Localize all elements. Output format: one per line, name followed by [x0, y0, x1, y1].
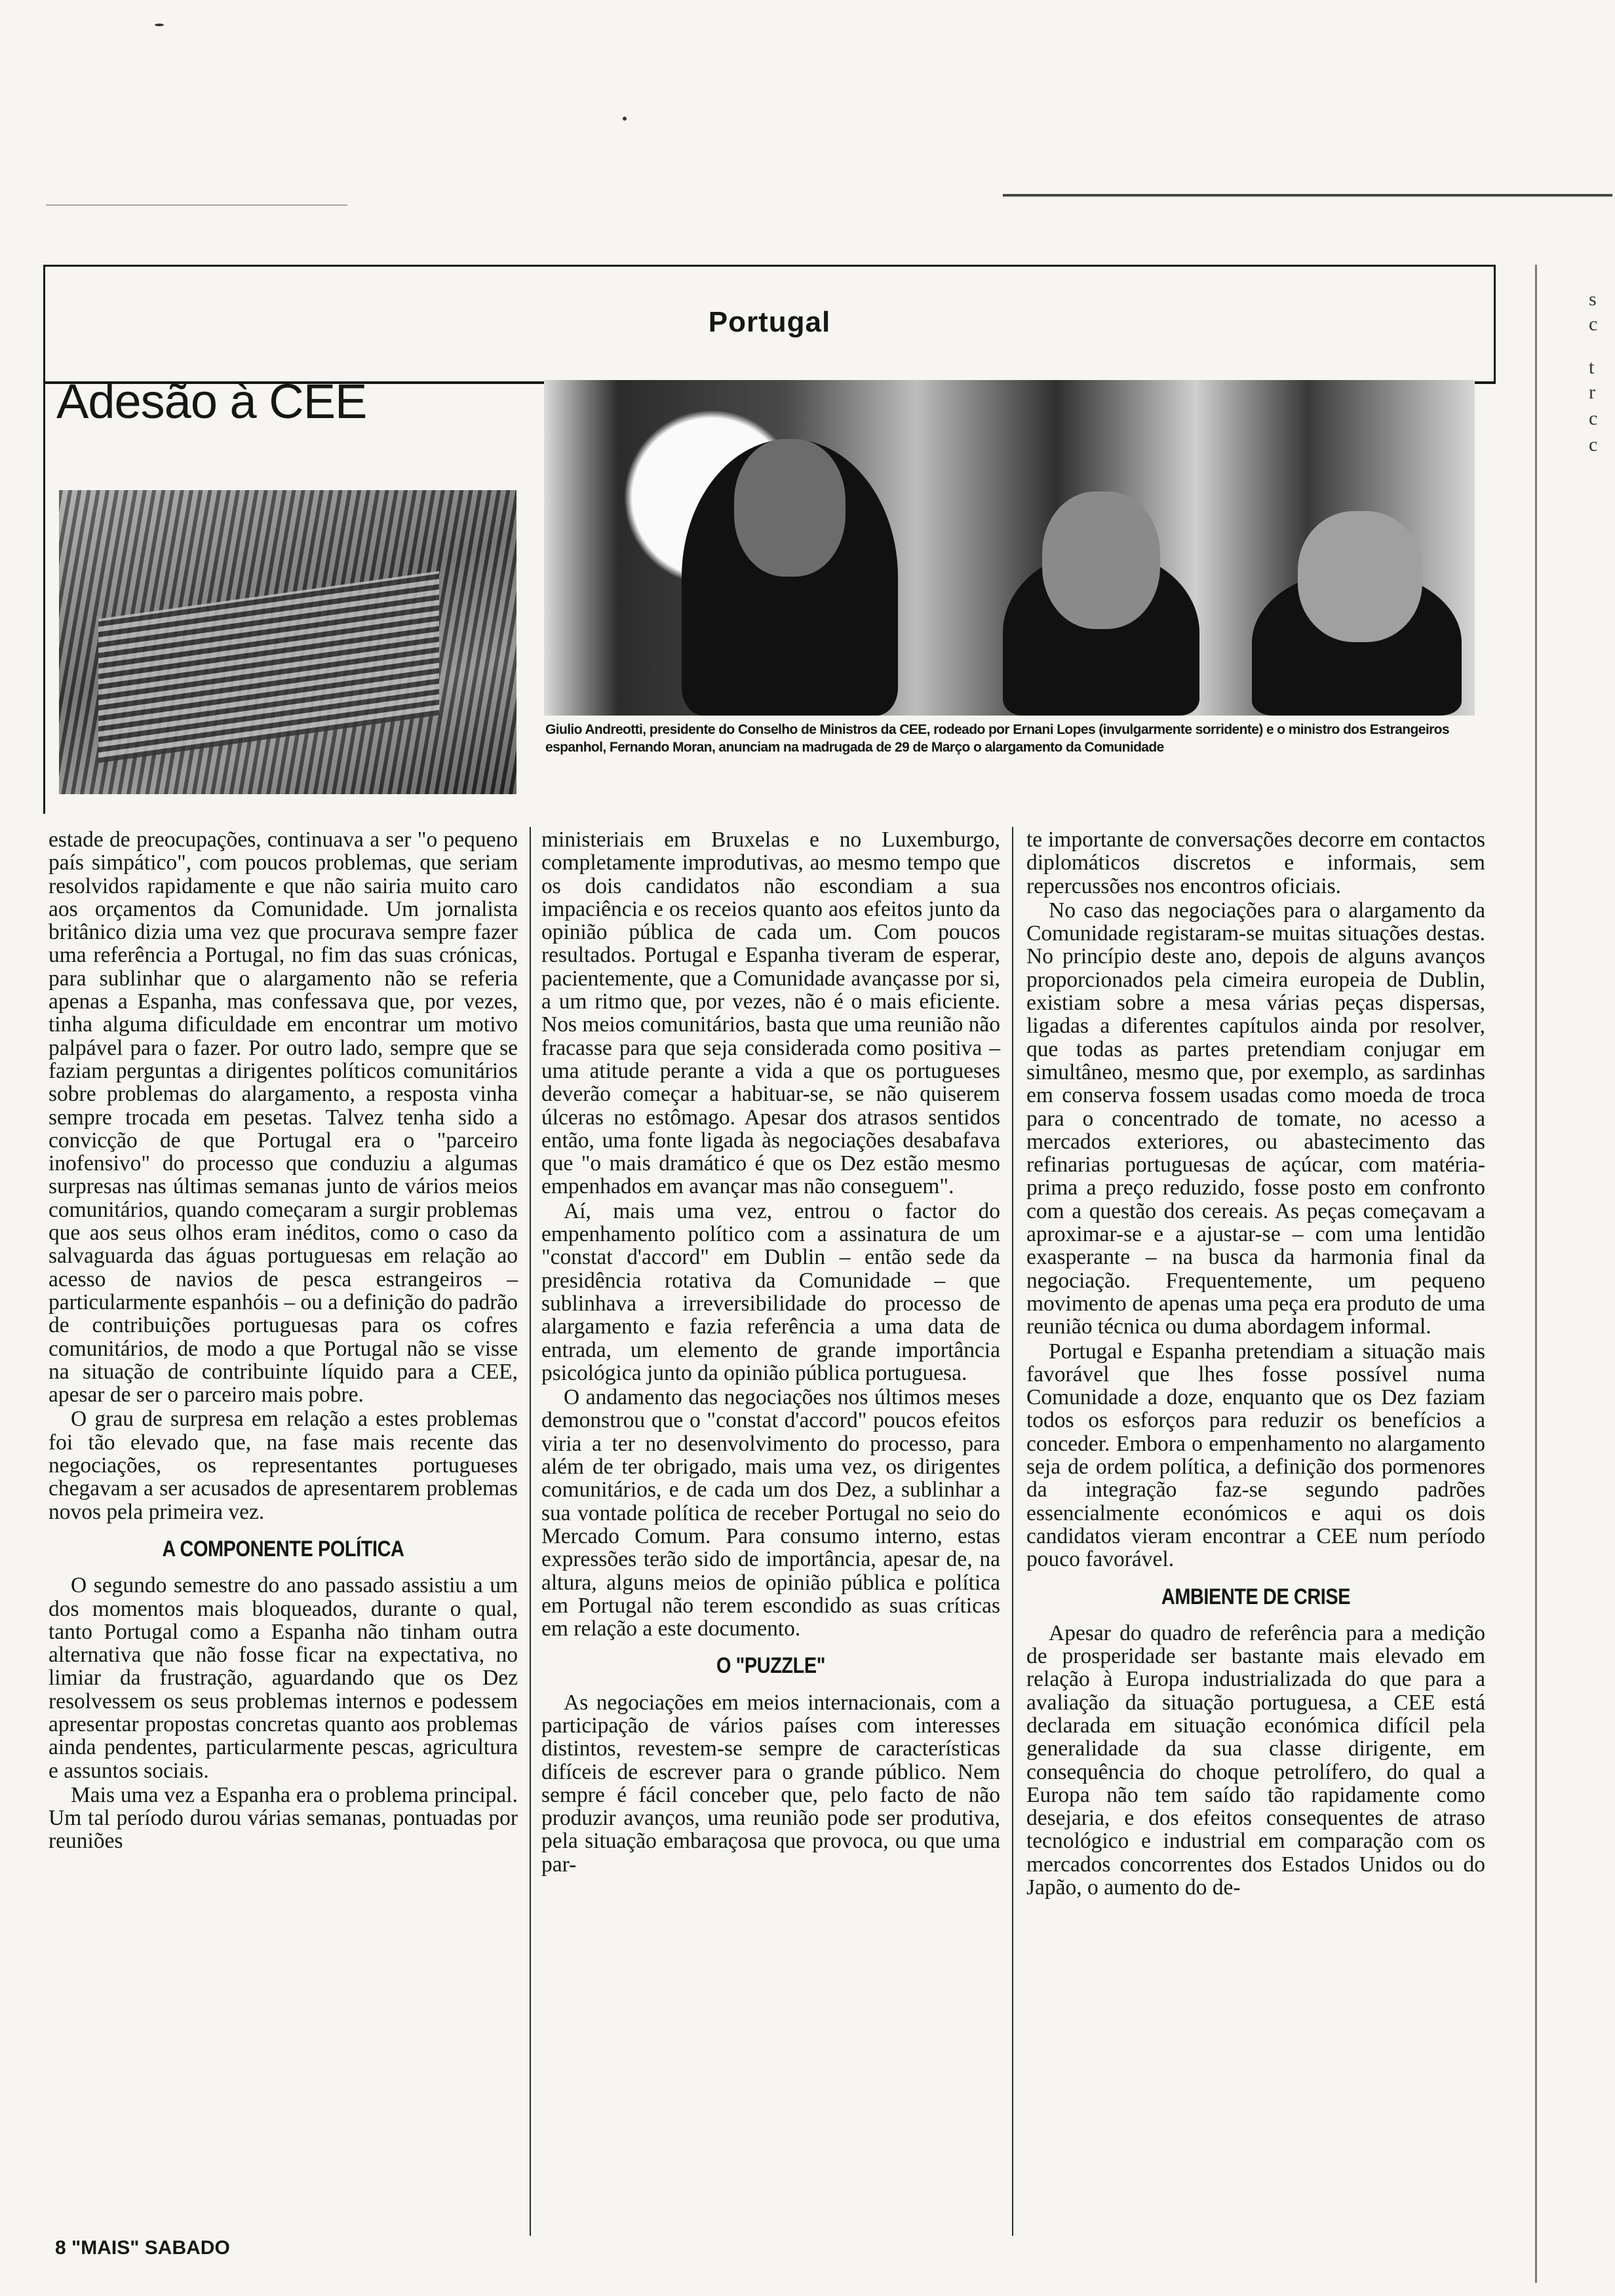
scan-rule-top-left — [46, 204, 347, 206]
building-shape — [98, 571, 439, 763]
face-moran — [1298, 511, 1422, 642]
left-border — [43, 381, 45, 814]
section-frame — [43, 265, 1496, 383]
col1-paragraph-1: estade de preocupações, continuava a ser "o pequeno país simpático", com poucos problemas, que seriam resolvidos rapidamente e que não sairia muito caro aos orçamentos da Comunidade. Um jornalista britânico dizia uma vez que procurava sempre fazer uma referência a Portugal, no fim das suas crónicas, para sublinhar que o alargamento não se referia apenas a Espanha, mas confessava que, por vezes, tinha alguma dificuldade em encontrar um motivo palpável para o fazer. Por outro lado, sempre que se faziam perguntas a dirigentes políticos comunitários sobre problemas do alargamento, a resposta vinha sempre trocada em pesetas. Talvez tenha sido a convicção de que Portugal era o "parceiro inofensivo" do processo que conduziu a algumas surpresas nas últimas semanas junto de vários meios comunitários, quando começaram a surgir problemas que aos seus olhos eram inéditos, como o caso da salvaguarda das águas portuguesas em relação ao acesso de navios de pesca estrangeiros – particularmente espanhóis – ou a definição do padrão de contribuições portuguesas para os cofres comunitários, de modo a que Portugal não se visse na situação de contribuinte líquido para a CEE, apesar de ser o parceiro mais pobre. — [49, 828, 518, 1407]
article-headline: Adesão à CEE — [56, 374, 367, 429]
article-column-2 — [541, 828, 1000, 1877]
scan-speck — [155, 24, 164, 26]
face-lopes — [1042, 491, 1160, 629]
column-rule-2 — [1012, 827, 1013, 2236]
col2-paragraph-2: Aí, mais uma vez, entrou o factor do empenhamento político com a assinatura de um "constat d'accord" em Dublin – então sede da presidência rotativa da Comunidade – que sublinhava a irreversibilidade do processo de alargamento e fazia referência a uma data de entrada, um elemento de grande importância psicológica junto da opinião pública portuguesa. — [541, 1198, 1000, 1385]
adjacent-page-fragment: c — [1589, 434, 1598, 455]
scan-speck — [623, 117, 627, 121]
photo-ministers — [544, 380, 1475, 716]
col1-paragraph-3: O segundo semestre do ano passado assistiu a um dos momentos mais bloqueados, durante o qual, tanto Portugal como a Espanha não tinham outra alternativa que não fosse ficar na expectativa, no limiar da frustração, aguardando que os Dez resolvessem os seus problemas internos e podessem apresentar propostas concretas quanto aos problemas ainda pendentes, particularmente pescas, agricultura e assuntos sociais. — [49, 1573, 518, 1783]
adjacent-page-fragment: c — [1589, 313, 1598, 335]
face-andreotti — [734, 439, 846, 577]
article-column-3 — [1026, 828, 1485, 1900]
col2-paragraph-1: ministeriais em Bruxelas e no Luxemburgo, completamente improdutivas, ao mesmo tempo que os dois candidatos não escondiam a sua impaciência e os receios quanto aos efeitos junto da opinião pública de cada um. Com poucos resultados. Portugal e Espanha tiveram de esperar, pacientemente, que a Comunidade avançasse por si, a um ritmo que, por vezes, não é o mais eficiente. Nos meios comunitários, basta que uma reunião não fracasse para que seja considerada como positiva – uma atitude perante a vida a que os portugueses deverão começar a habituar-se, se não quiserem úlceras no estômago. Apesar dos atrasos sentidos então, uma fonte ligada às negociações desabafava que "o mais dramático é que os Dez estão mesmo empenhados em avançar mas não conseguem". — [541, 828, 1000, 1199]
right-border — [1535, 265, 1537, 2283]
column-rule-1 — [530, 827, 531, 2236]
col3-paragraph-3: Portugal e Espanha pretendiam a situação mais favorável que lhes fosse possível numa Comunidade a doze, enquanto que os Dez faziam todos os esforços para reduzir os benefícios a conceder. Embora o empenhamento no alargamento seja de ordem política, a definição dos pormenores da integração faz-se segundo padrões essencialmente económicos e aqui os dois candidatos vieram encontrar a CEE num período pouco favorável. — [1026, 1339, 1485, 1572]
photo-caption: Giulio Andreotti, presidente do Conselho de Ministros da CEE, rodeado por Ernani Lopes (invulgarmente sorridente) e o ministro dos Estrangeiros espanhol, Fernando Moran, anunciam na madrugada de 29 de Março o alargamento da Comunidade — [545, 722, 1449, 755]
col1-paragraph-4: Mais uma vez a Espanha era o problema principal. Um tal período durou várias semanas, pontuadas por reuniões — [49, 1782, 518, 1854]
col2-paragraph-4: As negociações em meios internacionais, com a participação de vários países com interesses distintos, revestem-se sempre de características difíceis de escrever para o grande público. Nem sempre é fácil conceber que, pelo facto de não produzir avanços, uma reunião pode ser produtiva, pela situação embaraçosa que provoca, ou que uma par- — [541, 1690, 1000, 1877]
scan-rule-top-right — [1003, 194, 1612, 197]
adjacent-page-fragment: r — [1589, 381, 1595, 403]
adjacent-page-fragment: t — [1589, 356, 1595, 378]
col1-paragraph-2: O grau de surpresa em relação a estes problemas foi tão elevado que, na fase mais recente das negociações, os representantes portugueses chegavam a ser acusados de apresentarem problemas novos pela primeira vez. — [49, 1407, 518, 1524]
col3-subheading: AMBIENTE DE CRISE — [1161, 1584, 1351, 1609]
col3-paragraph-4: Apesar do quadro de referência para a medição de prosperidade ser bastante mais elevado em relação à Europa industrializada do que para a avaliação da situação portuguesa, a CEE está declarada em situação económica difícil pela generalidade da sua classe dirigente, em consequência do choque petrolífero, do qual a Europa não tem saído tão rapidamente como desejaria, e dos efeitos consequentes de atraso tecnológico e industrial em comparação com os mercados concorrentes dos Estados Unidos ou do Japão, o aumento do de- — [1026, 1620, 1485, 1900]
article-column-1 — [49, 828, 518, 1854]
col3-paragraph-1: te importante de conversações decorre em contactos diplomáticos discretos e informais, sem repercussões nos encontros oficiais. — [1026, 828, 1485, 898]
col1-subheading: A COMPONENTE POLÍTICA — [162, 1536, 404, 1561]
page-folio: 8 "MAIS" SABADO — [55, 2237, 230, 2259]
adjacent-page-fragment: s — [1589, 288, 1597, 310]
section-title: Portugal — [708, 306, 831, 338]
adjacent-page-fragment: c — [1589, 408, 1598, 429]
photo-cee-building — [59, 490, 516, 794]
col3-paragraph-2: No caso das negociações para o alargamento da Comunidade registaram-se muitas situações destas. No princípio deste ano, depois de alguns avanços proporcionados pela cimeira europeia de Dublin, existiam sobre a mesa várias peças dispersas, ligadas a diferentes capítulos ainda por resolver, que todas as partes pretendiam conjugar em simultâneo, mesmo que, por exemplo, as sardinhas em conserva fossem usadas como moeda de troca para o concentrado de tomate, no acesso a mercados exteriores, ou abastecimento das refinarias portuguesas de açúcar, com matéria-prima a preço reduzido, fosse posto em confronto com a questão dos cereais. As peças começavam a aproximar-se e a ajustar-se – com uma lentidão exasperante – na busca da harmonia final da negociação. Frequentemente, um pequeno movimento de apenas uma peça era produto de uma reunião técnica ou duma abordagem informal. — [1026, 898, 1485, 1339]
col2-paragraph-3: O andamento das negociações nos últimos meses demonstrou que o "constat d'accord" poucos efeitos viria a ter no desenvolvimento do processo, para além de ter obrigado, mais uma vez, os dirigentes comunitários, e de cada um dos Dez, a sublinhar a sua vontade política de receber Portugal no seio do Mercado Comum. Para consumo interno, estas expressões terão sido de importância, apesar de, na altura, alguns meios de opinião pública e política em Portugal não terem escondido as suas críticas em relação a este documento. — [541, 1385, 1000, 1641]
col2-subheading: O "PUZZLE" — [716, 1653, 826, 1679]
